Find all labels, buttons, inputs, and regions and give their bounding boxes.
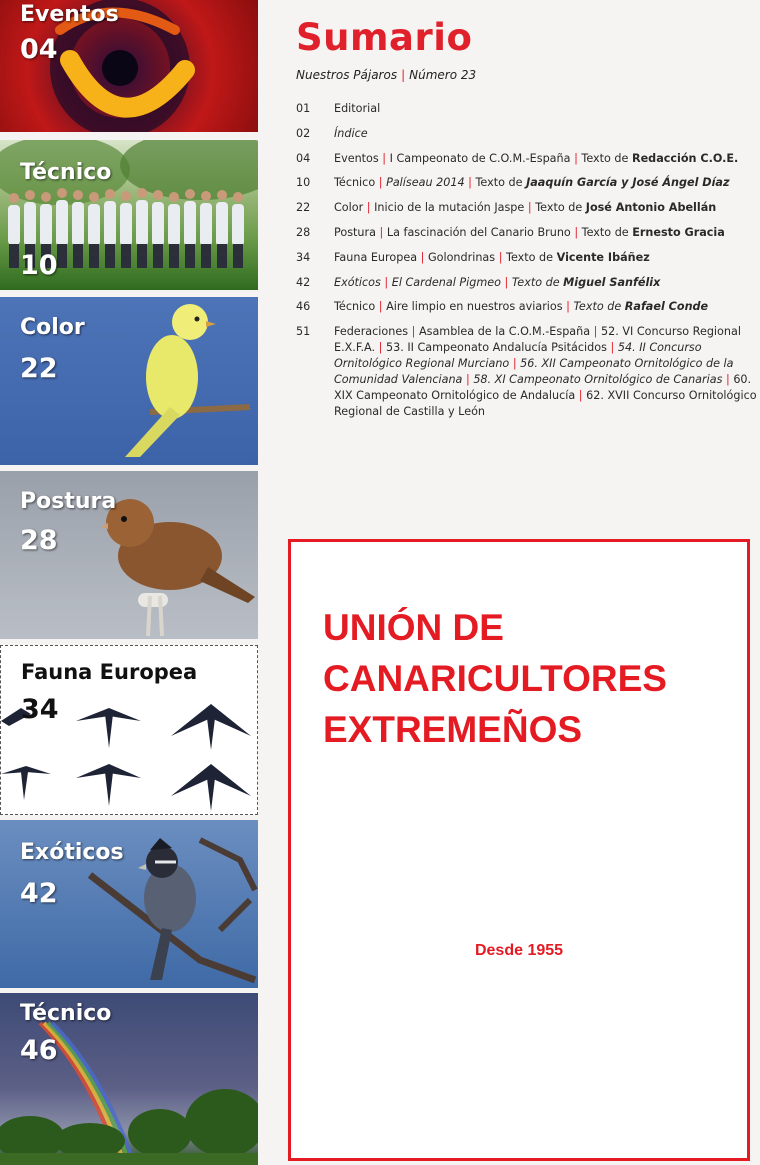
- toc-entry[interactable]: [296, 151, 758, 167]
- separator: |: [366, 201, 371, 215]
- issue-number: Número 23: [409, 68, 477, 82]
- toc-section: Federaciones: [334, 325, 409, 339]
- toc-section: Técnico: [334, 176, 376, 190]
- summary-subtitle: [296, 68, 476, 82]
- panel-title: Exóticos: [20, 840, 124, 865]
- panel-number: 42: [20, 878, 58, 909]
- separator: |: [574, 151, 578, 165]
- toc-author: José Antonio Abellán: [585, 201, 717, 215]
- separator: |: [498, 250, 503, 264]
- association-name-line: CANARICULTORES: [323, 658, 667, 699]
- toc-author: Redacción C.O.E.: [631, 151, 739, 165]
- toc-title: Índice: [334, 126, 368, 140]
- separator: |: [382, 151, 387, 165]
- panel-title: Técnico: [20, 1001, 112, 1026]
- toc-author: Miguel Sanfélix: [563, 275, 661, 289]
- toc-by: Texto de: [511, 275, 560, 289]
- association-name-line: UNIÓN DE: [323, 607, 504, 648]
- panel-number: 34: [21, 694, 59, 725]
- panel-title: Fauna Europea: [21, 660, 198, 684]
- toc-item: 62. XVII Concurso Ornitológico Regional de Castilla y León: [334, 389, 757, 419]
- toc-by: Texto de: [535, 201, 583, 215]
- summary-title: Sumario: [296, 16, 473, 59]
- panel-postura[interactable]: [0, 471, 258, 639]
- toc-by: Texto de: [581, 151, 629, 165]
- panel-number: 04: [20, 34, 58, 65]
- separator: |: [504, 275, 509, 289]
- toc-section: Técnico: [334, 300, 376, 314]
- panel-exoticos[interactable]: [0, 820, 258, 988]
- separator: |: [725, 373, 730, 387]
- separator: |: [566, 300, 570, 314]
- separator: |: [401, 68, 406, 82]
- panel-tecnico-2[interactable]: [0, 993, 258, 1165]
- separator: |: [468, 176, 472, 190]
- toc-item: 54. II Concurso Ornitológico Regional Murciano: [334, 341, 702, 371]
- separator: |: [420, 250, 425, 264]
- separator: |: [578, 389, 583, 403]
- toc-page: 04: [296, 151, 311, 165]
- toc-entry[interactable]: [296, 324, 758, 420]
- panel-title: Técnico: [20, 160, 112, 185]
- magazine-name: Nuestros Pájaros: [296, 68, 398, 82]
- association-name-line: EXTREMEÑOS: [323, 709, 583, 750]
- separator: |: [610, 341, 615, 355]
- toc-author: Rafael Conde: [624, 300, 709, 314]
- founded-year: Desde 1955: [474, 942, 564, 959]
- toc-item: 60. XIX Campeonato Ornitológico de Andalucía: [334, 373, 752, 403]
- toc-page: 22: [296, 201, 311, 215]
- association-name: [323, 602, 667, 755]
- separator: |: [512, 357, 517, 371]
- panel-number: 28: [20, 525, 58, 556]
- panel-tecnico[interactable]: [0, 140, 258, 290]
- toc-section: Eventos: [334, 151, 379, 165]
- toc-topic: Inicio de la mutación Jaspe: [374, 201, 525, 215]
- toc-entry[interactable]: [296, 225, 758, 241]
- association-overlay-box: [288, 539, 750, 1161]
- toc-author: Jaaquín García y José Ángel Díaz: [526, 176, 730, 190]
- table-of-contents: [296, 101, 758, 429]
- toc-item: 52. VI Concurso Regional E.X.F.A.: [334, 325, 741, 355]
- toc-entry[interactable]: [296, 175, 758, 191]
- separator: |: [378, 176, 383, 190]
- panel-color[interactable]: [0, 297, 258, 465]
- toc-item: 58. XI Campeonato Ornitológico de Canarias: [473, 373, 723, 387]
- toc-topic: La fascinación del Canario Bruno: [386, 225, 571, 239]
- separator: |: [379, 225, 384, 239]
- toc-page: 10: [296, 176, 311, 190]
- toc-page: 51: [296, 325, 311, 339]
- toc-page: 46: [296, 300, 311, 314]
- section-thumbnails: [0, 0, 260, 1165]
- toc-section: Fauna Europea: [334, 250, 418, 264]
- toc-page: 34: [296, 250, 311, 264]
- panel-fauna-europea[interactable]: [0, 645, 258, 815]
- separator: |: [411, 325, 416, 339]
- toc-item: 53. II Campeonato Andalucía Psitácidos: [385, 341, 607, 355]
- separator: |: [527, 201, 532, 215]
- toc-by: Texto de: [581, 225, 629, 239]
- toc-entry[interactable]: [296, 126, 758, 142]
- toc-section: Exóticos: [334, 275, 381, 289]
- panel-title: Postura: [20, 489, 117, 514]
- toc-author: Vicente Ibáñez: [556, 250, 650, 264]
- toc-by: Texto de: [506, 250, 554, 264]
- toc-entry[interactable]: [296, 200, 758, 216]
- separator: |: [384, 275, 389, 289]
- panel-title: Eventos: [20, 2, 119, 27]
- separator: |: [593, 325, 598, 339]
- toc-author: Ernesto Gracia: [632, 225, 725, 239]
- toc-section: Postura: [334, 225, 376, 239]
- toc-by: Texto de: [573, 300, 622, 314]
- separator: |: [378, 341, 383, 355]
- separator: |: [465, 373, 470, 387]
- toc-topic: El Cardenal Pigmeo: [391, 275, 501, 289]
- panel-title: Color: [20, 315, 85, 340]
- toc-entry[interactable]: [296, 250, 758, 266]
- separator: |: [378, 300, 383, 314]
- toc-topic: Aire limpio en nuestros aviarios: [386, 300, 563, 314]
- toc-entry[interactable]: [296, 275, 758, 291]
- toc-page: 02: [296, 126, 311, 140]
- toc-title: Editorial: [334, 102, 381, 115]
- panel-eventos[interactable]: [0, 0, 258, 132]
- toc-page: 01: [296, 102, 311, 115]
- panel-number: 10: [20, 250, 58, 281]
- toc-entry[interactable]: [296, 299, 758, 315]
- toc-item: 56. XII Campeonato Ornitológico de la Comunidad Valenciana: [334, 357, 734, 387]
- panel-number: 46: [20, 1035, 58, 1066]
- toc-section: Color: [334, 201, 364, 215]
- separator: |: [574, 225, 579, 239]
- toc-page: 42: [296, 275, 311, 289]
- toc-topic: I Campeonato de C.O.M.-España: [389, 151, 571, 165]
- toc-topic: Golondrinas: [427, 250, 496, 264]
- toc-entry[interactable]: [296, 101, 758, 117]
- panel-number: 22: [20, 353, 58, 384]
- toc-by: Texto de: [475, 176, 523, 190]
- toc-page: 28: [296, 225, 311, 239]
- toc-item: Asamblea de la C.O.M.-España: [418, 325, 591, 339]
- toc-topic: Palíseau 2014: [386, 176, 465, 190]
